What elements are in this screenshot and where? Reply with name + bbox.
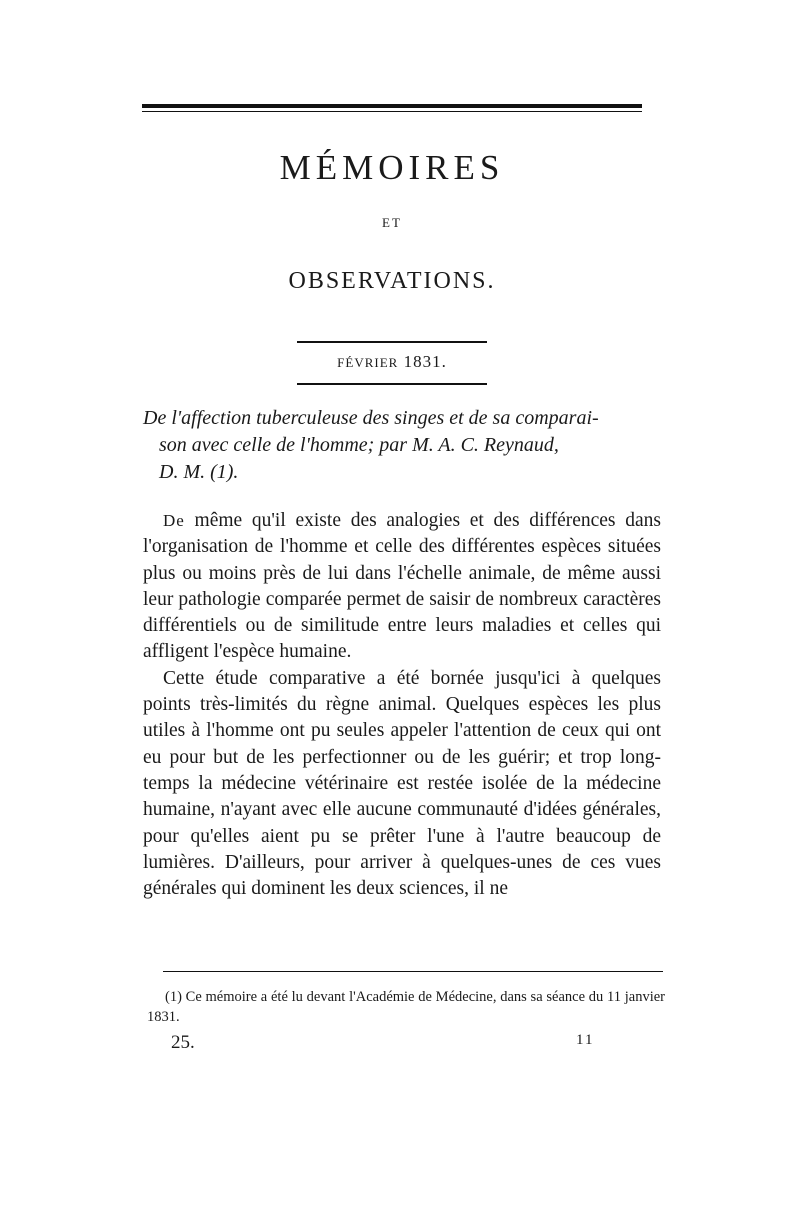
article-title-line-3: D. M. (1).	[159, 461, 239, 483]
article-title-line-1: De l'affection tuberculeuse des singes et de sa comparai-	[143, 407, 599, 429]
header-rule-thick	[142, 104, 642, 108]
article-title-line-2: son avec celle de l'homme; par M. A. C. Reynaud,	[159, 434, 559, 456]
header-double-rule	[142, 104, 642, 113]
paragraph-1-lead: De	[163, 511, 185, 530]
paragraph-2: Cette étude comparative a été bornée jusqu'ici à quelques points très-limités du règne animal. Quelques espèces les plus utiles à l'homme ont pu seules appeler l'attention de ceux qui ont eu pour but de les perfectionner ou de les guérir; et trop long-temps la médecine vétérinaire est restée isolée de la médecine humaine, n'ayant avec elle aucune communauté d'idées générales, pour qu'elles aient pu se prêter l'une à l'autre beaucoup de lumières. D'ailleurs, pour arriver à quelques-unes de ces vues générales qui dominent les deux sciences, il ne	[143, 667, 661, 900]
header-rule-thin	[142, 111, 642, 112]
section-title: MÉMOIRES	[279, 148, 505, 187]
issue-month: FÉVRIER	[337, 355, 399, 370]
issue-year: 1831.	[403, 352, 447, 371]
issue-date	[297, 352, 487, 372]
signature-mark: 25.	[171, 1032, 195, 1053]
footnote-text: (1) Ce mémoire a été lu devant l'Académie de Médecine, dans sa séance du 11 janvier 1831.	[147, 989, 665, 1025]
paragraph-1	[143, 508, 661, 666]
section-subtitle: OBSERVATIONS.	[288, 268, 496, 294]
footnote	[147, 987, 665, 1027]
article-body	[143, 508, 661, 902]
article-title	[143, 405, 663, 486]
page-folio: 11	[576, 1032, 595, 1048]
section-conjunction: ET	[382, 215, 402, 230]
date-rule-top	[297, 341, 487, 343]
paragraph-1-text: même qu'il existe des analogies et des différences dans l'organisation de l'homme et celle des différentes espèces situées plus ou moins près de lui dans l'échelle animale, de même aussi leur pathologie comparée permet de saisir de nombreux caractères différentiels ou de similitude entre leurs maladies et celles qui affligent l'espèce humaine.	[143, 510, 661, 663]
footnote-rule	[163, 971, 663, 972]
date-rule-bottom	[297, 383, 487, 385]
